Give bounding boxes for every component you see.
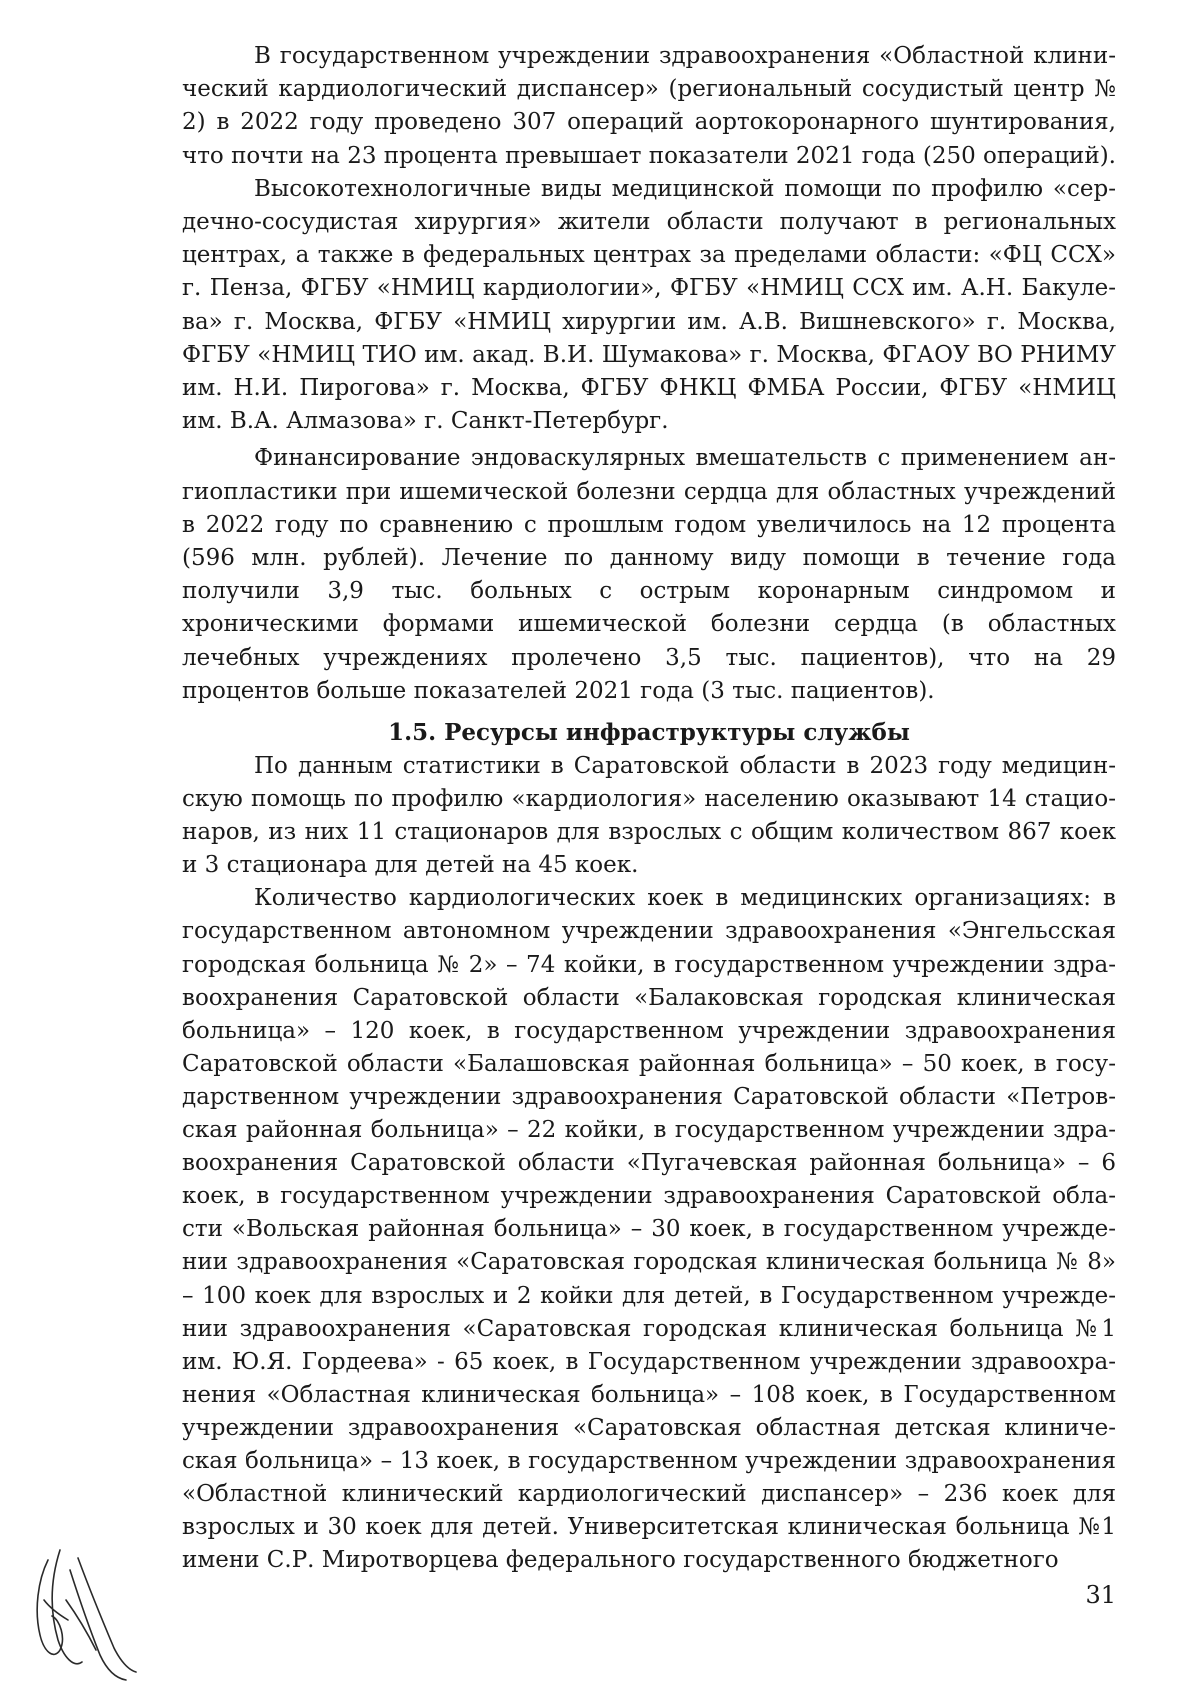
section-heading: 1.5. Ресурсы инфраструктуры службы [388, 719, 910, 746]
paragraph: Высокотехнологичные виды медицинской помощи по профилю «сердечно-сосудистая хирургия» жители области получают в региональных центрах, а также в федеральных центрах за пределами области: «ФЦ ССХ» г. Пенза, ФГБУ «НМИЦ кардиологии», ФГБУ «НМИЦ ССХ им. А.Н. Бакулева» г. Москва, ФГБУ «НМИЦ хирургии им. А.В. Вишневского» г. Москва, ФГБУ «НМИЦ ТИО им. акад. В.И. Шумакова» г. Москва, ФГАОУ ВО РНИМУ им. Н.И. Пирогова» г. Москва, ФГБУ ФНКЦ ФМБА России, ФГБУ «НМИЦ им. В.А. Алмазова» г. Санкт-Петербург. [182, 175, 1116, 435]
text-block-bottom [182, 750, 1116, 1577]
paragraph: В государственном учреждении здравоохранения «Областной клинический кардиологический диспансер» (региональный сосудистый центр № 2) в 2022 году проведено 307 операций аортокоронарного шунтирования, что почти на 23 процента превышает показатели 2021 года (250 операций). [182, 43, 1116, 169]
paragraph: По данным статистики в Саратовской области в 2023 году медицинскую помощь по профилю «кардиология» населению оказывают 14 стационаров, из них 11 стационаров для взрослых с общим количеством 867 коек и 3 стационара для детей на 45 коек. [182, 753, 1116, 879]
handwritten-signature [30, 1540, 140, 1685]
text-block-top [182, 40, 1116, 708]
paragraph: Финансирование эндоваскулярных вмешательств с применением ангиопластики при ишемической болезни сердца для областных учреждений в 2022 году по сравнению с прошлым годом увеличилось на 12 процента (596 млн. рублей). Лечение по данному виду помощи в течение года получили 3,9 тыс. больных с острым коронарным синдромом и хроническими формами ишемической болезни сердца (в областных лечебных учреждениях пролечено 3,5 тыс. пациентов), что на 29 процентов больше показателей 2021 года (3 тыс. пациентов). [182, 445, 1116, 704]
page-number: 31 [1085, 1581, 1116, 1609]
paragraph: Количество кардиологических коек в медицинских организациях: в государственном автономном учреждении здравоохранения «Энгельсская городская больница № 2» – 74 койки, в государственном учреждении здравоохранения Саратовской области «Балаковская городская клиническая больница» – 120 коек, в государственном учреждении здравоохранения Саратовской области «Балашовская районная больница» – 50 коек, в государственном учреждении здравоохранения Саратовской области «Петровская районная больница» – 22 койки, в государственном учреждении здравоохранения Саратовской области «Пугачевская районная больница» – 6 коек, в государственном учреждении здравоохранения Саратовской области «Вольская районная больница» – 30 коек, в государственном учреждении здравоохранения «Саратовская городская клиническая больница № 8» – 100 коек для взрослых и 2 койки для детей, в Государственном учреждении здравоохранения «Саратовская городская клиническая больница №1 им. Ю.Я. Гордеева» - 65 коек, в Государственном учреждении здравоохранения «Областная клиническая больница» – 108 коек, в Государственном учреждении здравоохранения «Саратовская областная детская клиническая больница» – 13 коек, в государственном учреждении здравоохранения «Областной клинический кардиологический диспансер» – 236 коек для взрослых и 30 коек для детей. Университетская клиническая больница №1 имени С.Р. Миротворцева федерального государственного бюджетного [182, 885, 1116, 1574]
